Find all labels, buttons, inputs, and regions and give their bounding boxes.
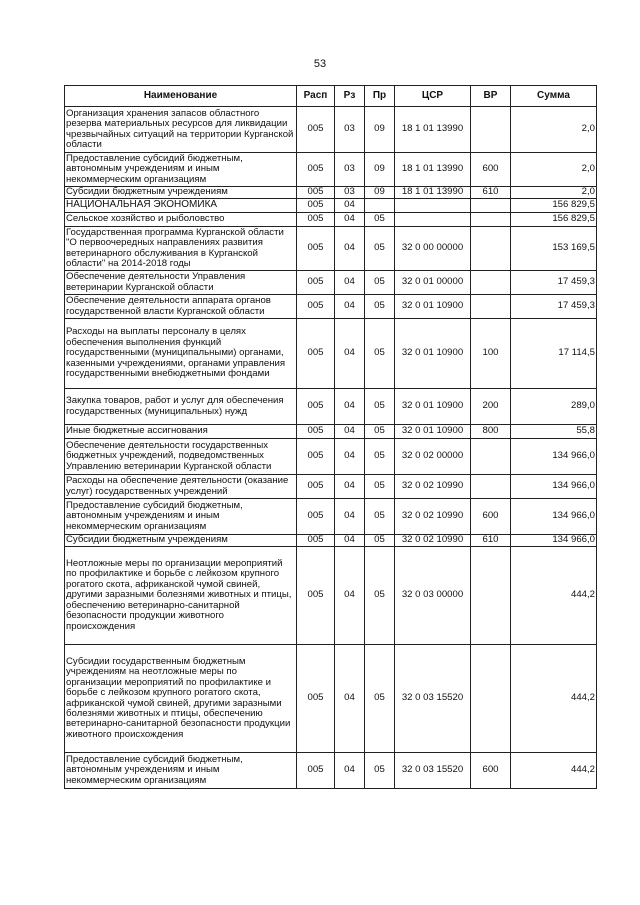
cell-rz: 03	[335, 107, 365, 153]
cell-rasp: 005	[297, 319, 335, 389]
cell-rasp: 005	[297, 535, 335, 547]
table-row	[65, 535, 597, 547]
cell-rasp: 005	[297, 389, 335, 425]
cell-rasp: 005	[297, 213, 335, 227]
table-header-row	[65, 86, 597, 107]
cell-rz: 03	[335, 187, 365, 199]
cell-csr: 32 0 02 10990	[395, 475, 471, 499]
cell-rz: 04	[335, 295, 365, 319]
cell-name: Расходы на выплаты персоналу в целях обеспечения выполнения функций государственными (муниципальными) органами, казенными учреждениями, органами управления государственными внебюджетными фондами	[65, 319, 297, 389]
cell-name: Предоставление субсидий бюджетным, автономным учреждениям и иным некоммерческим организациям	[65, 499, 297, 535]
cell-csr: 32 0 00 00000	[395, 227, 471, 271]
cell-sum: 444,2	[511, 645, 597, 753]
cell-rz: 04	[335, 389, 365, 425]
cell-sum: 17 114,5	[511, 319, 597, 389]
cell-sum: 17 459,3	[511, 295, 597, 319]
cell-sum: 134 966,0	[511, 535, 597, 547]
cell-rz: 04	[335, 271, 365, 295]
cell-rz: 04	[335, 547, 365, 645]
cell-vr	[471, 107, 511, 153]
table-row	[65, 547, 597, 645]
budget-table	[64, 85, 597, 789]
cell-vr: 610	[471, 187, 511, 199]
cell-rz: 04	[335, 425, 365, 439]
cell-csr: 32 0 03 15520	[395, 753, 471, 789]
table-row	[65, 213, 597, 227]
cell-vr: 800	[471, 425, 511, 439]
cell-vr: 610	[471, 535, 511, 547]
cell-rasp: 005	[297, 547, 335, 645]
cell-pr: 05	[365, 425, 395, 439]
page-number: 53	[313, 58, 327, 70]
cell-pr: 05	[365, 389, 395, 425]
cell-csr: 32 0 01 10900	[395, 389, 471, 425]
cell-csr: 32 0 01 10900	[395, 295, 471, 319]
table-row	[65, 499, 597, 535]
cell-name: Сельское хозяйство и рыболовство	[65, 213, 297, 227]
cell-rz: 04	[335, 475, 365, 499]
cell-csr: 32 0 02 10990	[395, 499, 471, 535]
cell-vr: 600	[471, 499, 511, 535]
cell-sum: 156 829,5	[511, 213, 597, 227]
cell-rasp: 005	[297, 753, 335, 789]
cell-csr: 32 0 02 10990	[395, 535, 471, 547]
cell-pr: 05	[365, 271, 395, 295]
cell-name: Государственная программа Курганской области "О первоочередных направлениях развития ветеринарного обслуживания в Курганской области" на 2014-2018 годы	[65, 227, 297, 271]
cell-pr: 05	[365, 753, 395, 789]
cell-rz: 04	[335, 645, 365, 753]
cell-rz: 04	[335, 535, 365, 547]
cell-vr: 200	[471, 389, 511, 425]
table-row	[65, 389, 597, 425]
header-sum: Сумма	[511, 86, 597, 107]
cell-rz: 04	[335, 753, 365, 789]
table-row	[65, 475, 597, 499]
cell-name: Обеспечение деятельности Управления ветеринарии Курганской области	[65, 271, 297, 295]
cell-vr: 600	[471, 753, 511, 789]
cell-sum: 444,2	[511, 753, 597, 789]
cell-csr: 32 0 01 10900	[395, 319, 471, 389]
cell-rasp: 005	[297, 271, 335, 295]
cell-rasp: 005	[297, 499, 335, 535]
cell-rasp: 005	[297, 439, 335, 475]
cell-name: Предоставление субсидий бюджетным, автономным учреждениям и иным некоммерческим организациям	[65, 153, 297, 187]
header-csr: ЦСР	[395, 86, 471, 107]
cell-pr	[365, 199, 395, 213]
cell-name: Субсидии государственным бюджетным учреждениям на неотложные меры по организации мероприятий по профилактике и борьбе с лейкозом крупного рогатого скота, африканской чумой свиней, другими заразными болезнями животных и птицы, обеспечению ветеринарно-санитарной безопасности продукции животного происхождения	[65, 645, 297, 753]
table-row	[65, 227, 597, 271]
cell-vr	[471, 227, 511, 271]
cell-pr: 05	[365, 475, 395, 499]
table-row	[65, 153, 597, 187]
table-row	[65, 199, 597, 213]
cell-rz: 04	[335, 319, 365, 389]
cell-name: Закупка товаров, работ и услуг для обеспечения государственных (муниципальных) нужд	[65, 389, 297, 425]
cell-rasp: 005	[297, 475, 335, 499]
cell-pr: 05	[365, 499, 395, 535]
table-row	[65, 439, 597, 475]
cell-pr: 09	[365, 187, 395, 199]
table-row	[65, 271, 597, 295]
header-vr: ВР	[471, 86, 511, 107]
cell-rasp: 005	[297, 645, 335, 753]
cell-sum: 156 829,5	[511, 199, 597, 213]
cell-name: Расходы на обеспечение деятельности (оказание услуг) государственных учреждений	[65, 475, 297, 499]
cell-pr: 05	[365, 319, 395, 389]
cell-pr: 05	[365, 295, 395, 319]
cell-rasp: 005	[297, 425, 335, 439]
cell-vr: 600	[471, 153, 511, 187]
cell-csr: 32 0 03 00000	[395, 547, 471, 645]
header-name: Наименование	[65, 86, 297, 107]
cell-pr: 05	[365, 439, 395, 475]
table-row	[65, 107, 597, 153]
cell-rasp: 005	[297, 227, 335, 271]
cell-csr: 32 0 01 00000	[395, 271, 471, 295]
cell-pr: 09	[365, 107, 395, 153]
cell-vr	[471, 199, 511, 213]
cell-sum: 17 459,3	[511, 271, 597, 295]
cell-name: Предоставление субсидий бюджетным, автономным учреждениям и иным некоммерческим организациям	[65, 753, 297, 789]
cell-rasp: 005	[297, 107, 335, 153]
cell-vr: 100	[471, 319, 511, 389]
cell-sum: 289,0	[511, 389, 597, 425]
cell-vr	[471, 213, 511, 227]
header-pr: Пр	[365, 86, 395, 107]
cell-vr	[471, 271, 511, 295]
table-row	[65, 425, 597, 439]
cell-sum: 2,0	[511, 153, 597, 187]
table-row	[65, 645, 597, 753]
cell-name: Субсидии бюджетным учреждениям	[65, 535, 297, 547]
cell-name: Субсидии бюджетным учреждениям	[65, 187, 297, 199]
cell-sum: 444,2	[511, 547, 597, 645]
header-rasp: Расп	[297, 86, 335, 107]
cell-pr: 05	[365, 535, 395, 547]
cell-name: Обеспечение деятельности государственных бюджетных учреждений, подведомственных Управлению ветеринарии Курганской области	[65, 439, 297, 475]
table-row	[65, 319, 597, 389]
cell-sum: 134 966,0	[511, 439, 597, 475]
cell-sum: 134 966,0	[511, 475, 597, 499]
cell-name: Неотложные меры по организации мероприятий по профилактике и борьбе с лейкозом крупного рогатого скота, африканской чумой свиней, другими заразными болезнями животных и птицы, обеспечению ветеринарно-санитарной безопасности продукции животного происхождения	[65, 547, 297, 645]
cell-rz: 04	[335, 439, 365, 475]
cell-rasp: 005	[297, 295, 335, 319]
cell-csr: 18 1 01 13990	[395, 187, 471, 199]
table-row	[65, 295, 597, 319]
cell-csr	[395, 199, 471, 213]
cell-sum: 55,8	[511, 425, 597, 439]
cell-csr: 32 0 03 15520	[395, 645, 471, 753]
cell-csr: 32 0 02 00000	[395, 439, 471, 475]
cell-rz: 03	[335, 153, 365, 187]
cell-csr: 32 0 01 10900	[395, 425, 471, 439]
cell-sum: 153 169,5	[511, 227, 597, 271]
cell-name: Иные бюджетные ассигнования	[65, 425, 297, 439]
cell-csr	[395, 213, 471, 227]
table-row	[65, 187, 597, 199]
cell-csr: 18 1 01 13990	[395, 153, 471, 187]
cell-pr: 05	[365, 645, 395, 753]
cell-pr: 09	[365, 153, 395, 187]
header-rz: Рз	[335, 86, 365, 107]
cell-name: НАЦИОНАЛЬНАЯ ЭКОНОМИКА	[65, 199, 297, 213]
cell-vr	[471, 645, 511, 753]
cell-vr	[471, 439, 511, 475]
cell-rz: 04	[335, 499, 365, 535]
cell-sum: 2,0	[511, 107, 597, 153]
cell-vr	[471, 547, 511, 645]
cell-rz: 04	[335, 227, 365, 271]
cell-pr: 05	[365, 213, 395, 227]
cell-rz: 04	[335, 199, 365, 213]
table-row	[65, 753, 597, 789]
cell-vr	[471, 475, 511, 499]
cell-rasp: 005	[297, 199, 335, 213]
cell-name: Обеспечение деятельности аппарата органов государственной власти Курганской области	[65, 295, 297, 319]
cell-rasp: 005	[297, 153, 335, 187]
cell-sum: 2,0	[511, 187, 597, 199]
cell-name: Организация хранения запасов областного резерва материальных ресурсов для ликвидации чрезвычайных ситуаций на территории Курганской области	[65, 107, 297, 153]
cell-csr: 18 1 01 13990	[395, 107, 471, 153]
cell-vr	[471, 295, 511, 319]
cell-sum: 134 966,0	[511, 499, 597, 535]
cell-pr: 05	[365, 227, 395, 271]
cell-rasp: 005	[297, 187, 335, 199]
cell-pr: 05	[365, 547, 395, 645]
cell-rz: 04	[335, 213, 365, 227]
